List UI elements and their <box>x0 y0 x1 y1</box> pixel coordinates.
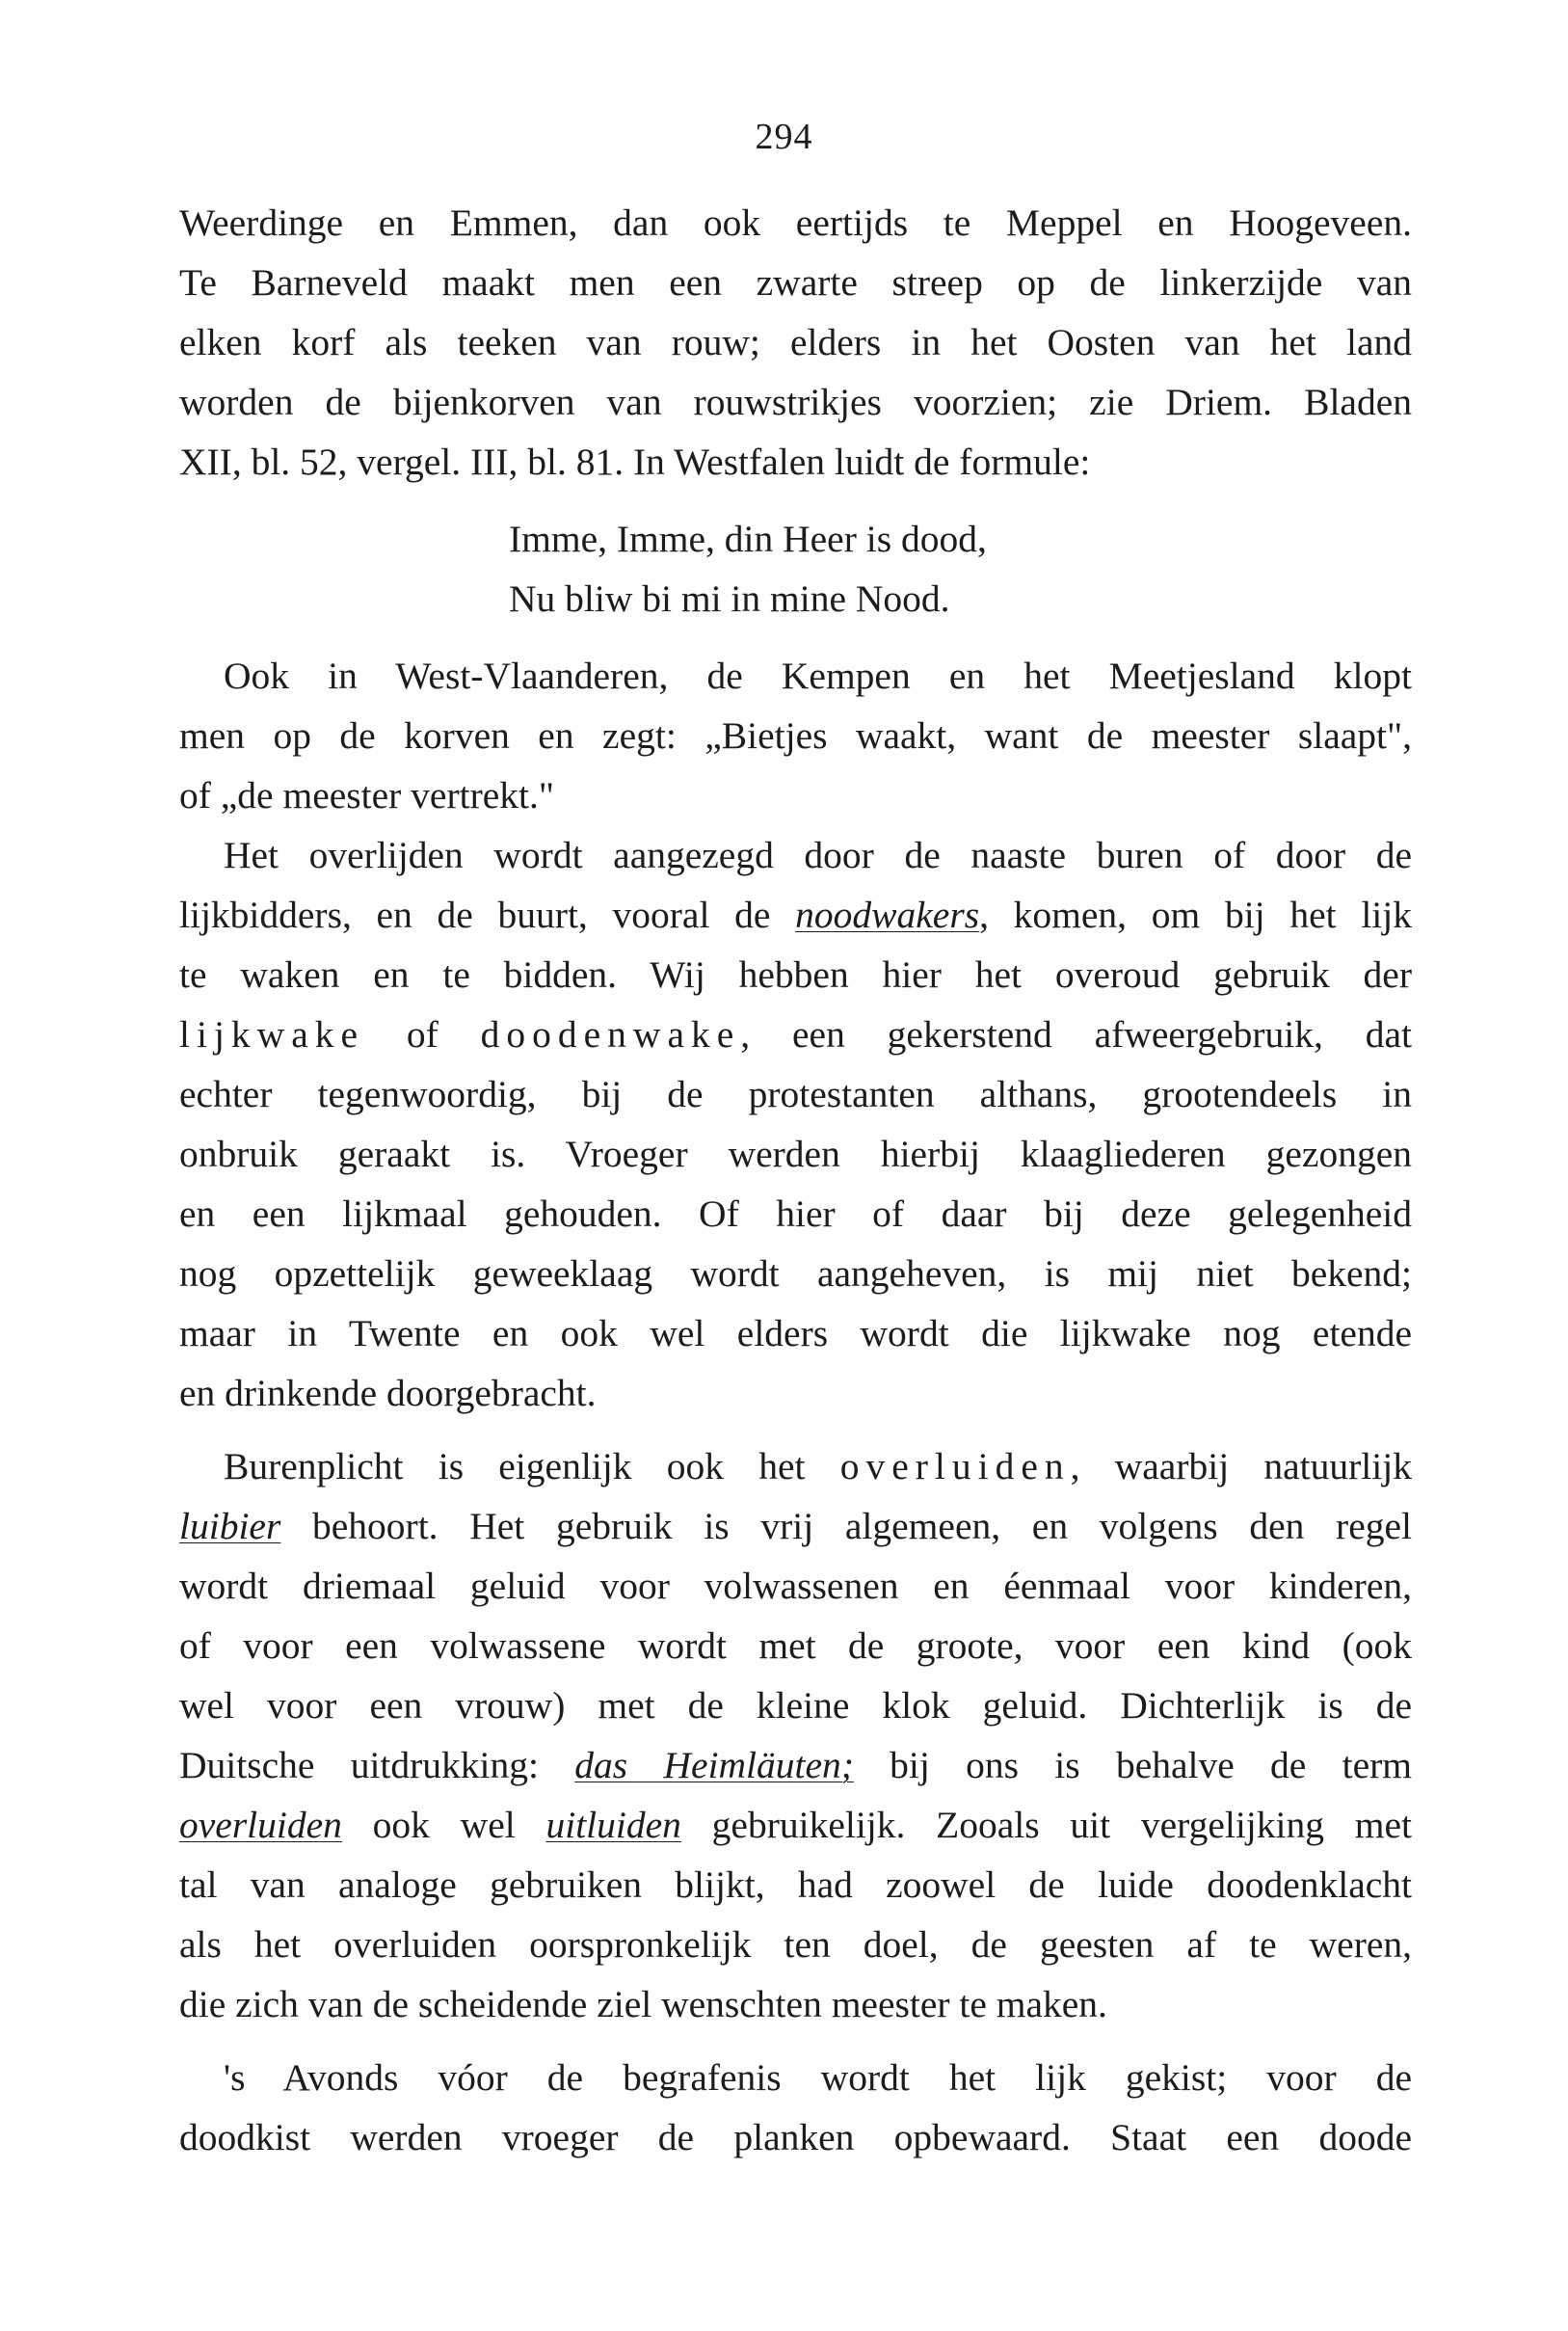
text-line <box>179 885 1412 945</box>
text-run: lijkbidders, en de buurt, vooral de <box>179 894 796 936</box>
text-line <box>179 1005 1412 1064</box>
text-line: en drinkende doorgebracht. <box>179 1372 597 1414</box>
verse-line: Imme, Imme, din Heer is dood, <box>509 518 987 560</box>
text-run: bij ons is behalve de term <box>853 1744 1412 1786</box>
spaced-term: overluiden <box>839 1445 1071 1487</box>
text-line: Weerdinge en Emmen, dan ook eertijds te Meppel en Hoogeveen. <box>179 201 1412 244</box>
text-line: elken korf als teeken van rouw; elders in het Oosten van het land <box>179 321 1412 363</box>
text-line <box>179 1735 1412 1795</box>
text-run: , waarbij natuurlijk <box>1070 1445 1412 1487</box>
text-run: Burenplicht is eigenlijk ook het <box>224 1445 840 1487</box>
text-line: Het overlijden wordt aangezegd door de naaste buren of door de <box>224 834 1412 876</box>
italic-term: das Heimläuten; <box>574 1744 854 1786</box>
italic-term: luibier <box>179 1505 281 1547</box>
text-line: als het overluiden oorspronkelijk ten doel, de geesten af te weren, <box>179 1923 1412 1966</box>
text-line: en een lijkmaal gehouden. Of hier of daar bij deze gelegenheid <box>179 1192 1412 1235</box>
text-line: Ook in West-Vlaanderen, de Kempen en het Meetjesland klopt <box>224 655 1412 697</box>
spaced-term: lijkwake <box>179 1013 365 1056</box>
spaced-term: doodenwake <box>480 1013 741 1056</box>
text-line: die zich van de scheidende ziel wenschten meester te maken. <box>179 1983 1107 2025</box>
text-line: tal van analoge gebruiken blijkt, had zoowel de luide doodenklacht <box>179 1863 1412 1906</box>
text-line: te waken en te bidden. Wij hebben hier het overoud gebruik der <box>179 953 1412 996</box>
body-text <box>179 193 1412 2167</box>
text-line: wel voor een vrouw) met de kleine klok geluid. Dichterlijk is de <box>179 1684 1412 1727</box>
text-line: Te Barneveld maakt men een zwarte streep op de linkerzijde van <box>179 261 1412 304</box>
italic-term: overluiden <box>179 1804 342 1846</box>
text-line: worden de bijenkorven van rouwstrikjes voorzien; zie Driem. Bladen <box>179 381 1412 423</box>
text-run: gebruikelijk. Zooals uit vergelijking met <box>680 1804 1412 1846</box>
text-line: echter tegenwoordig, bij de protestanten althans, grootendeels in <box>179 1073 1412 1115</box>
text-run: ook wel <box>341 1804 546 1846</box>
text-line <box>179 1436 1412 1496</box>
verse-line: Nu bliw bi mi in mine Nood. <box>509 577 950 620</box>
text-line: maar in Twente en ook wel elders wordt die lijkwake nog etende <box>179 1312 1412 1354</box>
text-line: men op de korven en zegt: „Bietjes waakt, want de meester slaapt", <box>179 714 1412 757</box>
text-line: onbruik geraakt is. Vroeger werden hierbij klaagliederen gezongen <box>179 1133 1412 1175</box>
text-line <box>179 1496 1412 1556</box>
text-line: nog opzettelijk geweeklaag wordt aangeheven, is mij niet bekend; <box>179 1252 1412 1295</box>
italic-term: uitluiden <box>545 1804 681 1846</box>
text-run: behoort. Het gebruik is vrij algemeen, en volgens den regel <box>280 1505 1412 1547</box>
text-run: of <box>364 1013 481 1056</box>
text-run: , komen, om bij het lijk <box>979 894 1413 936</box>
text-line <box>179 1795 1412 1855</box>
text-line: of „de meester vertrekt." <box>179 774 554 817</box>
text-run: , een gekerstend afweergebruik, dat <box>740 1013 1412 1056</box>
page-number: 294 <box>755 117 813 157</box>
text-line: wordt driemaal geluid voor volwassenen en éenmaal voor kinderen, <box>179 1565 1412 1607</box>
text-line: of voor een volwassene wordt met de groote, voor een kind (ook <box>179 1624 1412 1667</box>
text-line: 's Avonds vóor de begrafenis wordt het lijk gekist; voor de <box>224 2056 1412 2099</box>
italic-term: noodwakers <box>795 894 980 936</box>
text-line: doodkist werden vroeger de planken opbewaard. Staat een doode <box>179 2116 1412 2158</box>
text-run: Duitsche uitdrukking: <box>179 1744 575 1786</box>
text-line: XII, bl. 52, vergel. III, bl. 81. In Westfalen luidt de formule: <box>179 441 1091 483</box>
